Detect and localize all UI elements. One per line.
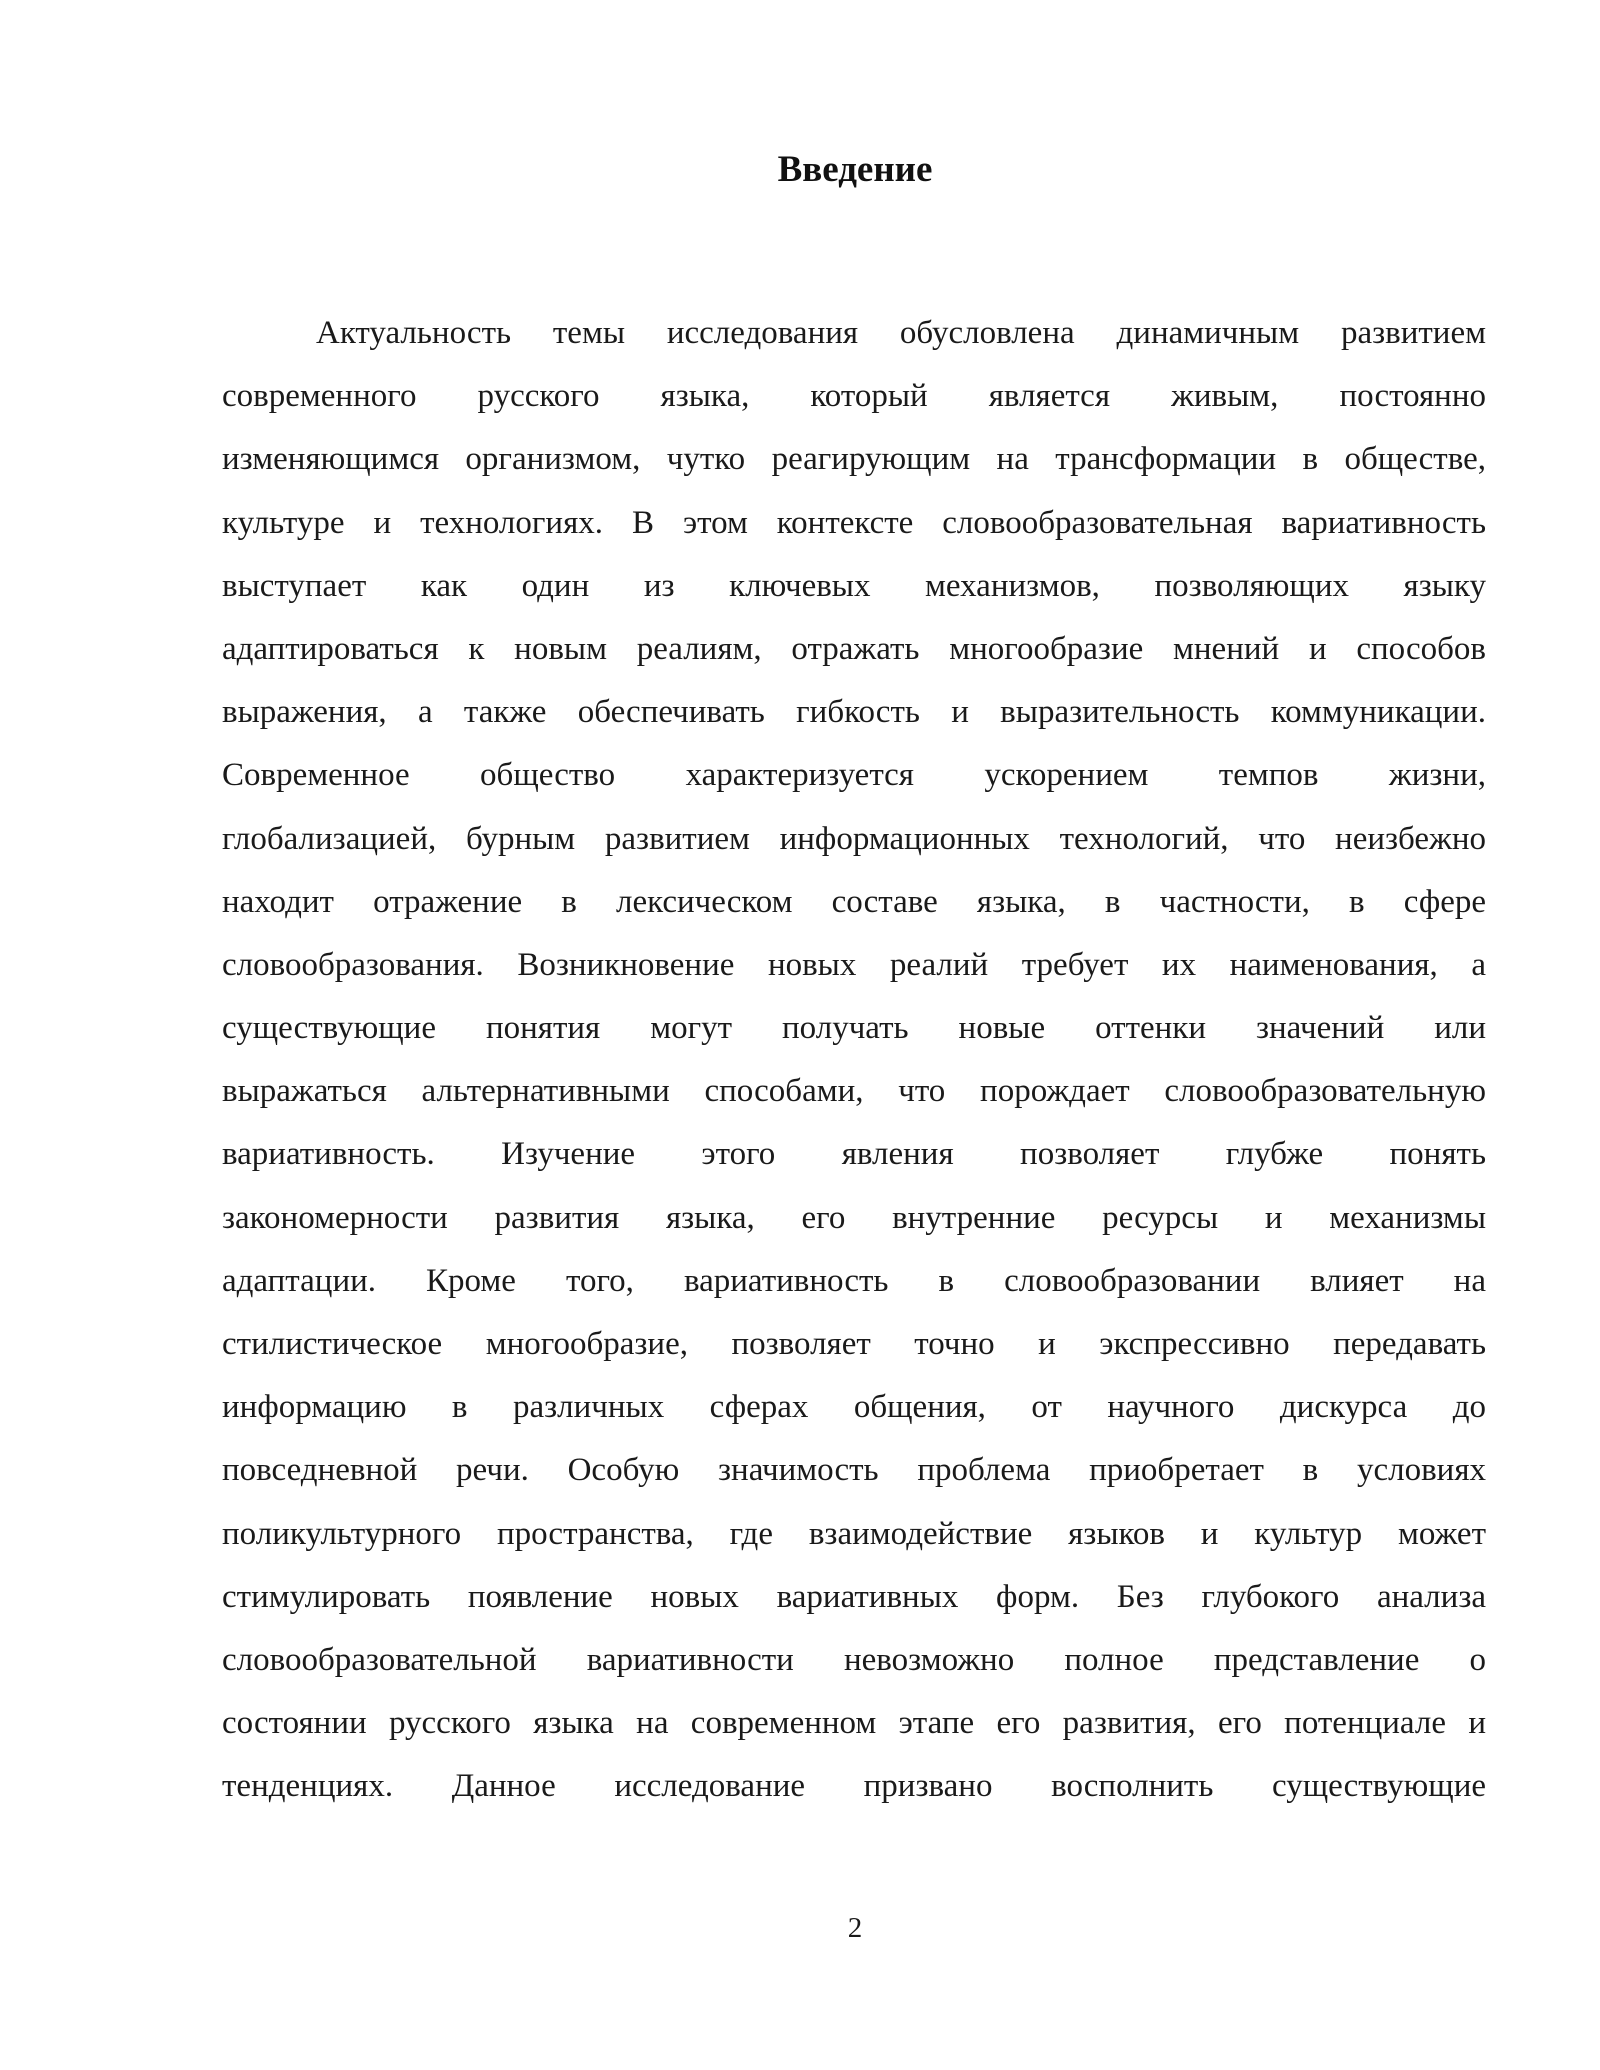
text-line: стимулировать появление новых вариативных форм. Без глубокого анализа xyxy=(222,1578,1486,1615)
text-line: стилистическое многообразие, позволяет точно и экспрессивно передавать xyxy=(222,1326,1486,1362)
text-line: закономерности развития языка, его внутренние ресурсы и механизмы xyxy=(222,1199,1486,1236)
text-line: выражаться альтернативными способами, что порождает словообразовательную xyxy=(222,1073,1486,1110)
text-line: состоянии русского языка на современном этапе его развития, его потенциале и xyxy=(222,1705,1486,1742)
text-line: выступает как один из ключевых механизмов, позволяющих языку xyxy=(222,567,1486,604)
text-line: выражения, а также обеспечивать гибкость и выразительность коммуникации. xyxy=(222,694,1486,731)
text-line: культуре и технологиях. В этом контексте словообразовательная вариативность xyxy=(222,504,1486,541)
body-paragraph xyxy=(222,302,1486,1819)
text-line: Актуальность темы исследования обусловлена динамичным развитием xyxy=(316,315,1486,351)
text-line: глобализацией, бурным развитием информационных технологий, что неизбежно xyxy=(222,820,1486,857)
text-line: поликультурного пространства, где взаимодействие языков и культур может xyxy=(222,1515,1486,1552)
text-line: тенденциях. Данное исследование призвано восполнить существующие xyxy=(222,1768,1486,1805)
text-line: изменяющимся организмом, чутко реагирующим на трансформации в обществе, xyxy=(222,441,1486,478)
text-line: информацию в различных сферах общения, от научного дискурса до xyxy=(222,1389,1486,1426)
section-heading: Введение xyxy=(777,149,933,190)
text-line: словообразования. Возникновение новых реалий требует их наименования, а xyxy=(222,946,1486,983)
text-line: существующие понятия могут получать новые оттенки значений или xyxy=(222,1010,1486,1047)
text-line: Современное общество характеризуется ускорением темпов жизни, xyxy=(222,757,1486,794)
text-line: адаптации. Кроме того, вариативность в словообразовании влияет на xyxy=(222,1262,1486,1299)
text-line: адаптироваться к новым реалиям, отражать многообразие мнений и способов xyxy=(222,630,1486,667)
page-number: 2 xyxy=(847,1912,863,1944)
text-line: вариативность. Изучение этого явления позволяет глубже понять xyxy=(222,1136,1486,1173)
text-line: словообразовательной вариативности невозможно полное представление о xyxy=(222,1641,1486,1678)
text-line: находит отражение в лексическом составе языка, в частности, в сфере xyxy=(222,883,1486,920)
text-line: современного русского языка, который является живым, постоянно xyxy=(222,378,1486,415)
text-line: повседневной речи. Особую значимость проблема приобретает в условиях xyxy=(222,1452,1486,1489)
